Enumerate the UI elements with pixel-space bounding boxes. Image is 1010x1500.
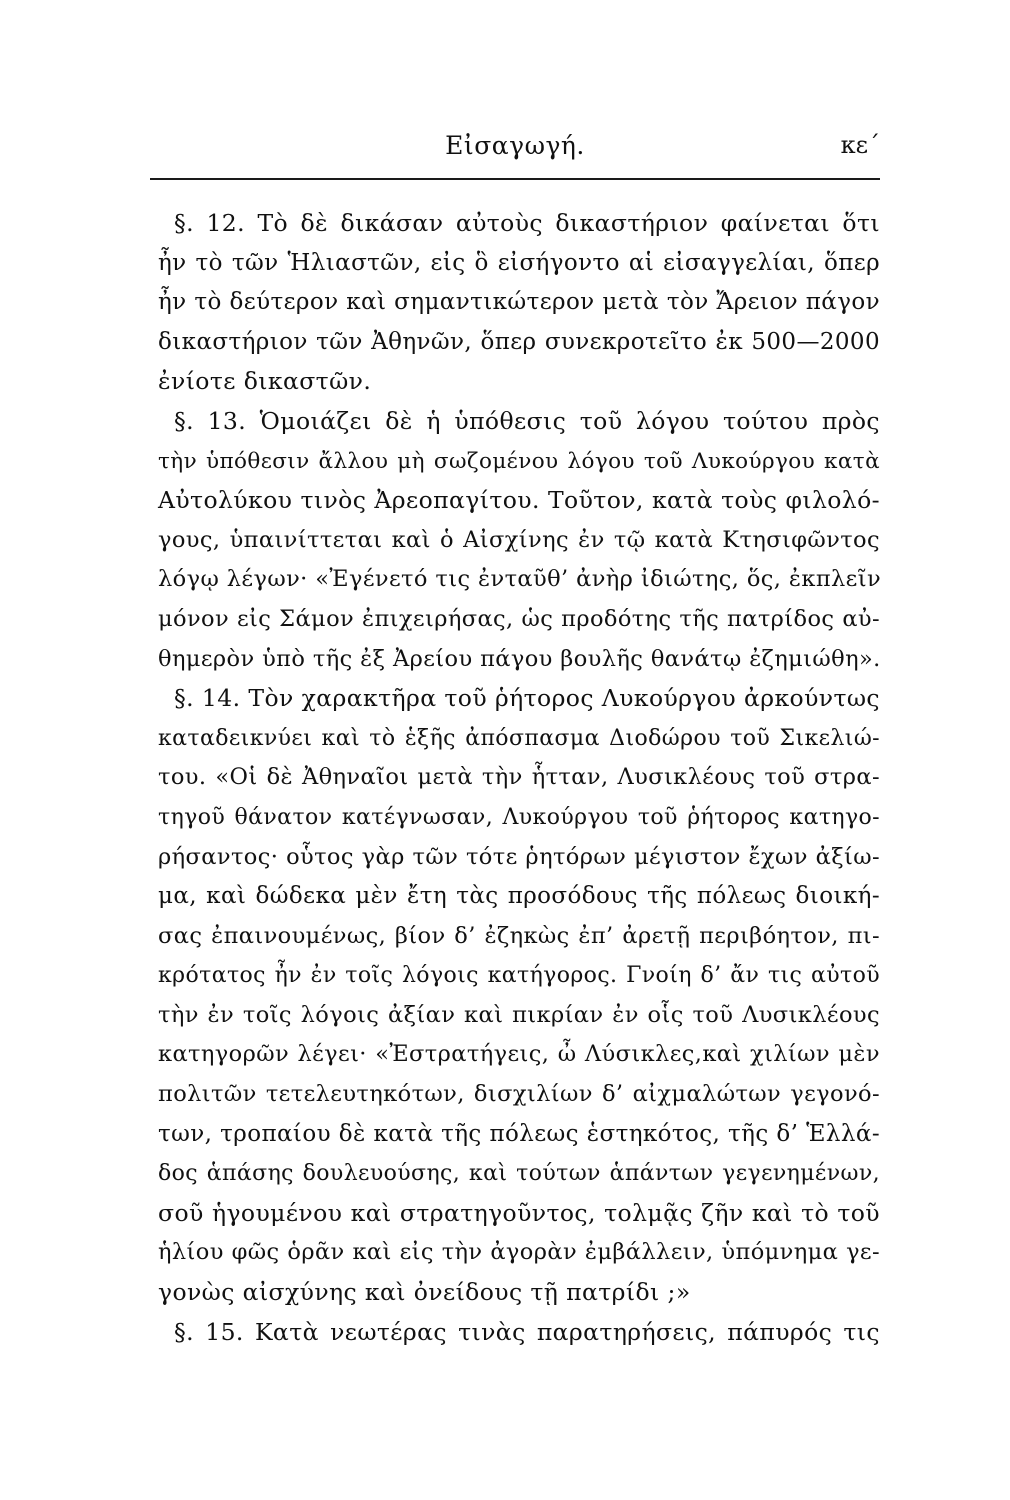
text-line: δος ἁπάσης δουλευούσης, καὶ τούτων ἁπάντων γεγενημένων, — [158, 1161, 880, 1187]
text-line: τὴν ἐν τοῖς λόγοις ἀξίαν καὶ πικρίαν ἐν οἷς τοῦ Λυσικλέους — [158, 1001, 880, 1028]
text-line: τὴν ὑπόθεσιν ἄλλου μὴ σωζομένου λόγου τοῦ Λυκούργου κατὰ — [158, 448, 880, 474]
text-line: των, τροπαίου δὲ κατὰ τῆς πόλεως ἑστηκότος, τῆς δ’ Ἑλλά- — [158, 1120, 880, 1147]
text-line: μόνον εἰς Σάμον ἐπιχειρήσας, ὡς προδότης τῆς πατρίδος αὐ- — [158, 605, 880, 632]
text-line: ἐνίοτε δικαστῶν. — [158, 367, 372, 396]
text-line: πολιτῶν τετελευτηκότων, δισχιλίων δ’ αἰχμαλώτων γεγονό- — [158, 1081, 880, 1108]
body-text — [158, 204, 880, 1352]
text-line: σοῦ ἡγουμένου καὶ στρατηγοῦντος, τολμᾷς ζῆν καὶ τὸ τοῦ — [158, 1198, 880, 1227]
text-line: ἡλίου φῶς ὁρᾶν καὶ εἰς τὴν ἀγορὰν ἐμβάλλειν, ὑπόμνημα γε- — [158, 1239, 880, 1266]
text-line: του. «Οἱ δὲ Ἀθηναῖοι μετὰ τὴν ἧτταν, Λυσικλέους τοῦ στρα- — [158, 764, 880, 791]
text-line: θημερὸν ὑπὸ τῆς ἐξ Ἀρείου πάγου βουλῆς θανάτῳ ἐζημιώθη». — [158, 645, 881, 672]
text-line: ἦν τὸ δεύτερον καὶ σημαντικώτερον μετὰ τὸν Ἄρειον πάγον — [158, 289, 880, 316]
text-line: γους, ὑπαινίττεται καὶ ὁ Αἰσχίνης ἐν τῷ κατὰ Κτησιφῶντος — [158, 526, 880, 553]
paragraph-first-line: §. 13. Ὁμοιάζει δὲ ἡ ὑπόθεσις τοῦ λόγου τούτου πρὸς — [174, 406, 880, 435]
paragraph-first-line: §. 15. Κατὰ νεωτέρας τινὰς παρατηρήσεις, πάπυρός τις — [174, 1317, 880, 1346]
text-line: δικαστήριον τῶν Ἀθηνῶν, ὅπερ συνεκροτεῖτο ἐκ 500—2000 — [158, 328, 880, 355]
text-line: σας ἐπαινουμένως, βίον δ’ ἐζηκὼς ἐπ’ ἀρετῇ περιβόητον, πι- — [158, 922, 880, 949]
text-line: μα, καὶ δώδεκα μὲν ἔτη τὰς προσόδους τῆς πόλεως διοική- — [158, 883, 880, 910]
text-line: τηγοῦ θάνατον κατέγνωσαν, Λυκούργου τοῦ ῥήτορος κατηγο- — [158, 804, 880, 830]
text-line: ἦν τὸ τῶν Ἡλιαστῶν, εἰς ὃ εἰσήγοντο αἱ εἰσαγγελίαι, ὅπερ — [158, 249, 880, 276]
paragraph-first-line: §. 14. Τὸν χαρακτῆρα τοῦ ῥήτορος Λυκούργου ἀρκούντως — [174, 684, 880, 713]
page-header — [150, 125, 880, 165]
text-line: γονὼς αἰσχύνης καὶ ὀνείδους τῇ πατρίδι ;» — [158, 1278, 691, 1307]
running-title: Εἰσαγωγή. — [445, 131, 585, 160]
paragraph-first-line: §. 12. Τὸ δὲ δικάσαν αὐτοὺς δικαστήριον φαίνεται ὅτι — [174, 209, 880, 237]
page-number: κε΄ — [840, 131, 880, 159]
text-line: κρότατος ἦν ἐν τοῖς λόγοις κατήγορος. Γνοίη δ’ ἄν τις αὐτοῦ — [158, 963, 880, 989]
text-line: καταδεικνύει καὶ τὸ ἑξῆς ἀπόσπασμα Διοδώρου τοῦ Σικελιώ- — [158, 725, 880, 751]
header-rule — [150, 177, 880, 181]
text-line: κατηγορῶν λέγει· «Ἐστρατήγεις, ὦ Λύσικλες,καὶ χιλίων μὲν — [158, 1041, 880, 1068]
text-line: λόγῳ λέγων· «Ἐγένετό τις ἐνταῦθ’ ἀνὴρ ἰδιώτης, ὅς, ἐκπλεῖν — [158, 566, 882, 593]
text-line: ρήσαντος· οὗτος γὰρ τῶν τότε ῥητόρων μέγιστον ἔχων ἀξίω- — [158, 843, 880, 870]
text-line: Αὐτολύκου τινὸς Ἀρεοπαγίτου. Τοῦτον, κατὰ τοὺς φιλολό- — [158, 486, 880, 515]
